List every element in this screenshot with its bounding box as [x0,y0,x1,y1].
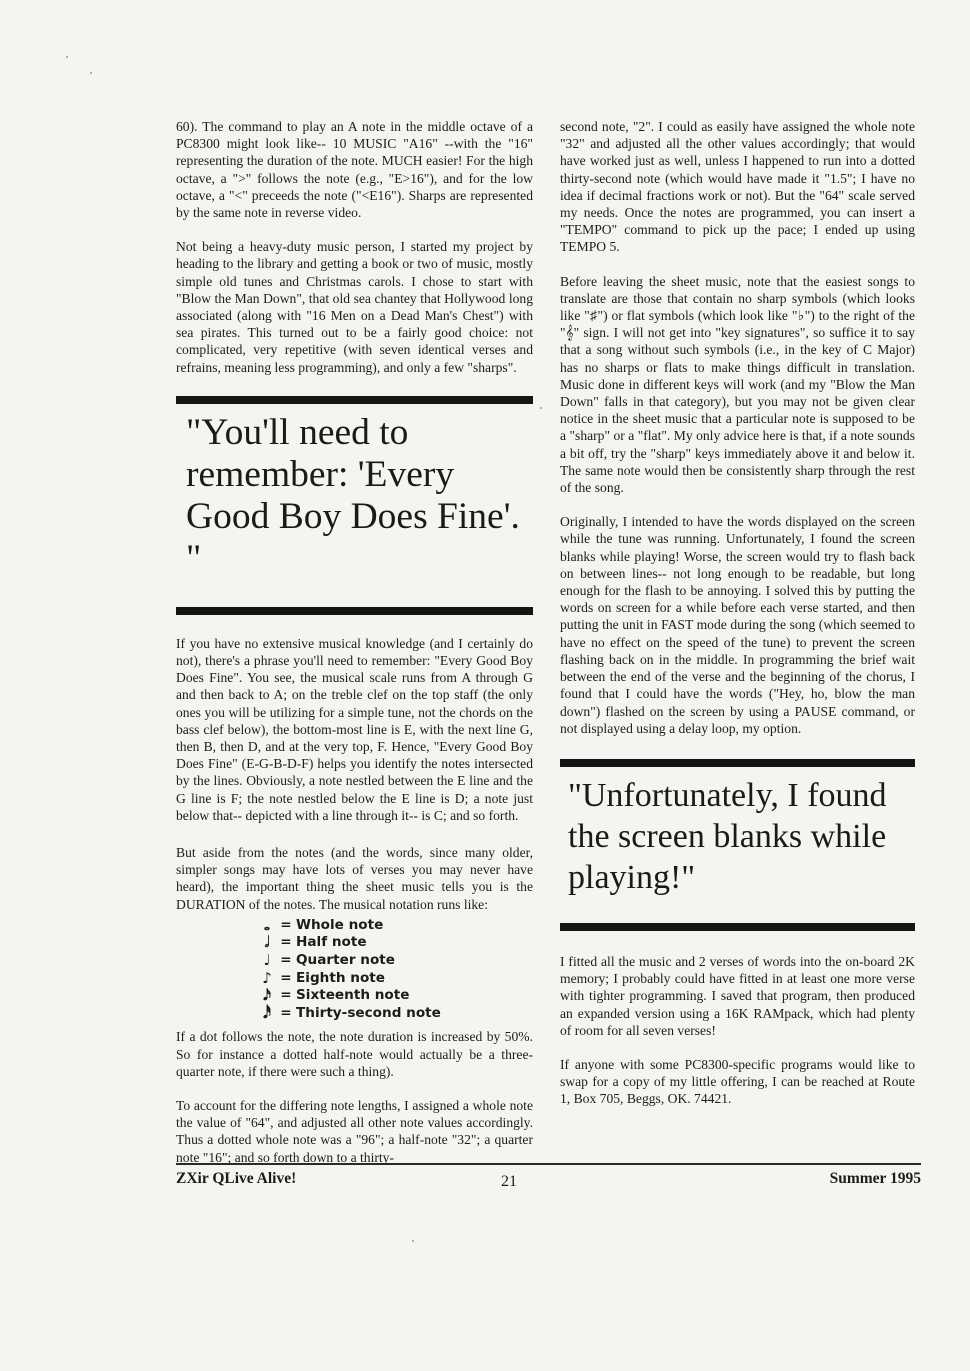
paragraph: To account for the differing note lengths, I assigned a whole note the value of "64", and adjusted all other note values accordingly. Thus a dotted whole note was a "96"; a half-note "32"; a quarter note "16"; and so forth down to a thirty- [176,1098,533,1165]
note-row [258,934,533,952]
note-row [258,917,533,935]
paragraph: Not being a heavy-duty music person, I started my project by heading to the library and getting a book or two of music, mostly simple old tunes and Christmas carols. I chose to start with "Blow the Man Down", that old sea chantey that Hollywood long associated (along with "16 Men on a Dead Man's Chest") with sea pirates. This turned out to be a fairly good choice: not complicated, very repetitive (with seven identical verses and refrains, meaning less programming), and only a few "sharps". [176,239,533,375]
eighth-note-icon: ♪ [262,968,272,987]
equals-sign: = [280,1004,292,1021]
thirty-second-note-icon: 𝅘𝅥𝅰 [263,1003,271,1022]
equals-sign: = [280,916,292,933]
note-row [258,987,533,1005]
issue-date: Summer 1995 [829,1170,921,1187]
note-row [258,952,533,970]
paragraph: Before leaving the sheet music, note that the easiest songs to translate are those that contain no sharp symbols (which looks like "♯") or flat symbols (which look like "♭") to the right of the "𝄞" sign. I will not get into "key signatures", so suffice it to say that a song without such symbols (i.e., in the key of C Major) has no sharps or flats to make things difficult in translation. Music done in different keys will work (and my "Blow the Man Down" falls in that category), but you may not be given clear notice in the sheet music that a particular note is supposed to be a "sharp" or a "flat". My only advice here is that, if a note sounds a bit off, try the "sharp" keys immediately above it and below it. The same note would then be consistently sharp through the rest of the song. [560,273,915,496]
page-number: 21 [501,1173,517,1190]
publication-title: ZXir QLive Alive! [176,1170,297,1187]
paragraph: But aside from the notes (and the words, since many older, simpler songs may have lots of verses you may never have heard), the important thing the sheet music tells you is the DURATION of the notes. The musical notation runs like: [176,845,533,912]
note-label: Eighth note [296,969,385,986]
note-legend [258,917,533,1023]
scan-speck [412,1240,414,1242]
paragraph: second note, "2". I could as easily have assigned the whole note "32" and adjusted all the other values accordingly; that would have worked just as well, unless I happened to run into a dotted thirty-second note (which would have made it "1.5"; I have no idea if decimal fractions work or not). But the "64" scale served my needs. Once the notes are programmed, you can insert a "TEMPO" command to pick up the pace; I ended up using TEMPO 5. [560,119,915,255]
divider [560,759,915,767]
note-label: Sixteenth note [296,987,410,1004]
sixteenth-note-icon: 𝅘𝅥𝅯 [263,986,271,1005]
note-label: Thirty-second note [296,1004,441,1021]
pull-quote: "You'll need to remember: 'Every Good Boy Does Fine'. " [186,411,520,579]
note-row [258,970,533,988]
note-label: Quarter note [296,952,395,969]
paragraph: If a dot follows the note, the note duration is increased by 50%. So for instance a dotted half-note would actually be a three-quarter note, if there were such a thing). [176,1029,533,1079]
quarter-note-icon: ♩ [263,951,271,970]
divider [176,396,533,404]
pull-quote-box [560,759,915,931]
half-note-icon: 𝅗𝅥 [264,933,270,952]
equals-sign: = [280,934,292,951]
note-label: Whole note [296,916,384,933]
pull-quote-box [176,396,533,615]
equals-sign: = [280,987,292,1004]
right-column [560,118,915,1125]
divider [560,923,915,931]
paragraph: 60). The command to play an A note in the middle octave of a PC8300 might look like-- 10 MUSIC "A16" --with the "16" representing the duration of the note. MUCH easier! For the high octave, a ">" follows the note (e.g., "E>16"), and for the low octave, a "<" preceeds the note ("<E16"). Sharps are represented by the same note in reverse video. [176,119,533,221]
scan-speck [540,407,542,409]
scan-speck [90,72,92,74]
note-row [258,1005,533,1023]
note-label: Half note [296,934,367,951]
paragraph: If you have no extensive musical knowledge (and I certainly do not), there's a phrase you'll need to remember: "Every Good Boy Does Fine". You see, the musical scale runs from A through G and then back to A; on the treble clef on the top staff (the only ones you will be utilizing for a simple tune, not the chords on the bass clef below), the bottom-most line is E, with the next line G, then B, then D, and at the very top, F. Hence, "Every Good Boy Does Fine" (E-G-B-D-F) helps you identify the notes intersected by the lines. Obviously, a note nestled between the E line and the G line is F; the note nestled below the E line is D; a note just below that-- depicted with a line through it-- is C; and so forth. [176,635,533,823]
divider [176,607,533,615]
paragraph: Originally, I intended to have the words displayed on the screen while the tune was running. Unfortunately, I found the screen blanks while playing! Worse, the screen would try to flash back on between lines-- not long enough to be readable, but long enough for the flash to be annoying. I solved this by putting the words on screen for a while before each verse started, and then putting the unit in FAST mode during the song (which seemed to have no effect on the speed of the tune) to prevent the screen flashing back on in the middle. In programming the brief wait between the end of the verse and the beginning of the chorus, I found that I could have the words ("Hey, ho, blow the man down") flashed on the screen by using a PAUSE command, or not displayed using a delay loop, my option. [560,514,915,736]
page-footer [176,1163,921,1190]
left-column [176,118,533,1183]
equals-sign: = [280,952,292,969]
equals-sign: = [280,969,292,986]
pull-quote: "Unfortunately, I found the screen blanks while playing!" [568,776,887,896]
paragraph: I fitted all the music and 2 verses of words into the on-board 2K memory; I probably could have fitted in at least one more verse with tighter programming. I saved that program, then produced an expanded version using a 16K RAMpack, which had plenty of room for all seven verses! [560,953,915,1038]
whole-note-icon: 𝅝 [264,915,270,934]
scan-speck [66,56,68,58]
paragraph: If anyone with some PC8300-specific programs would like to swap for a copy of my little offering, I can be reached at Route 1, Box 705, Beggs, OK. 74421. [560,1056,915,1107]
